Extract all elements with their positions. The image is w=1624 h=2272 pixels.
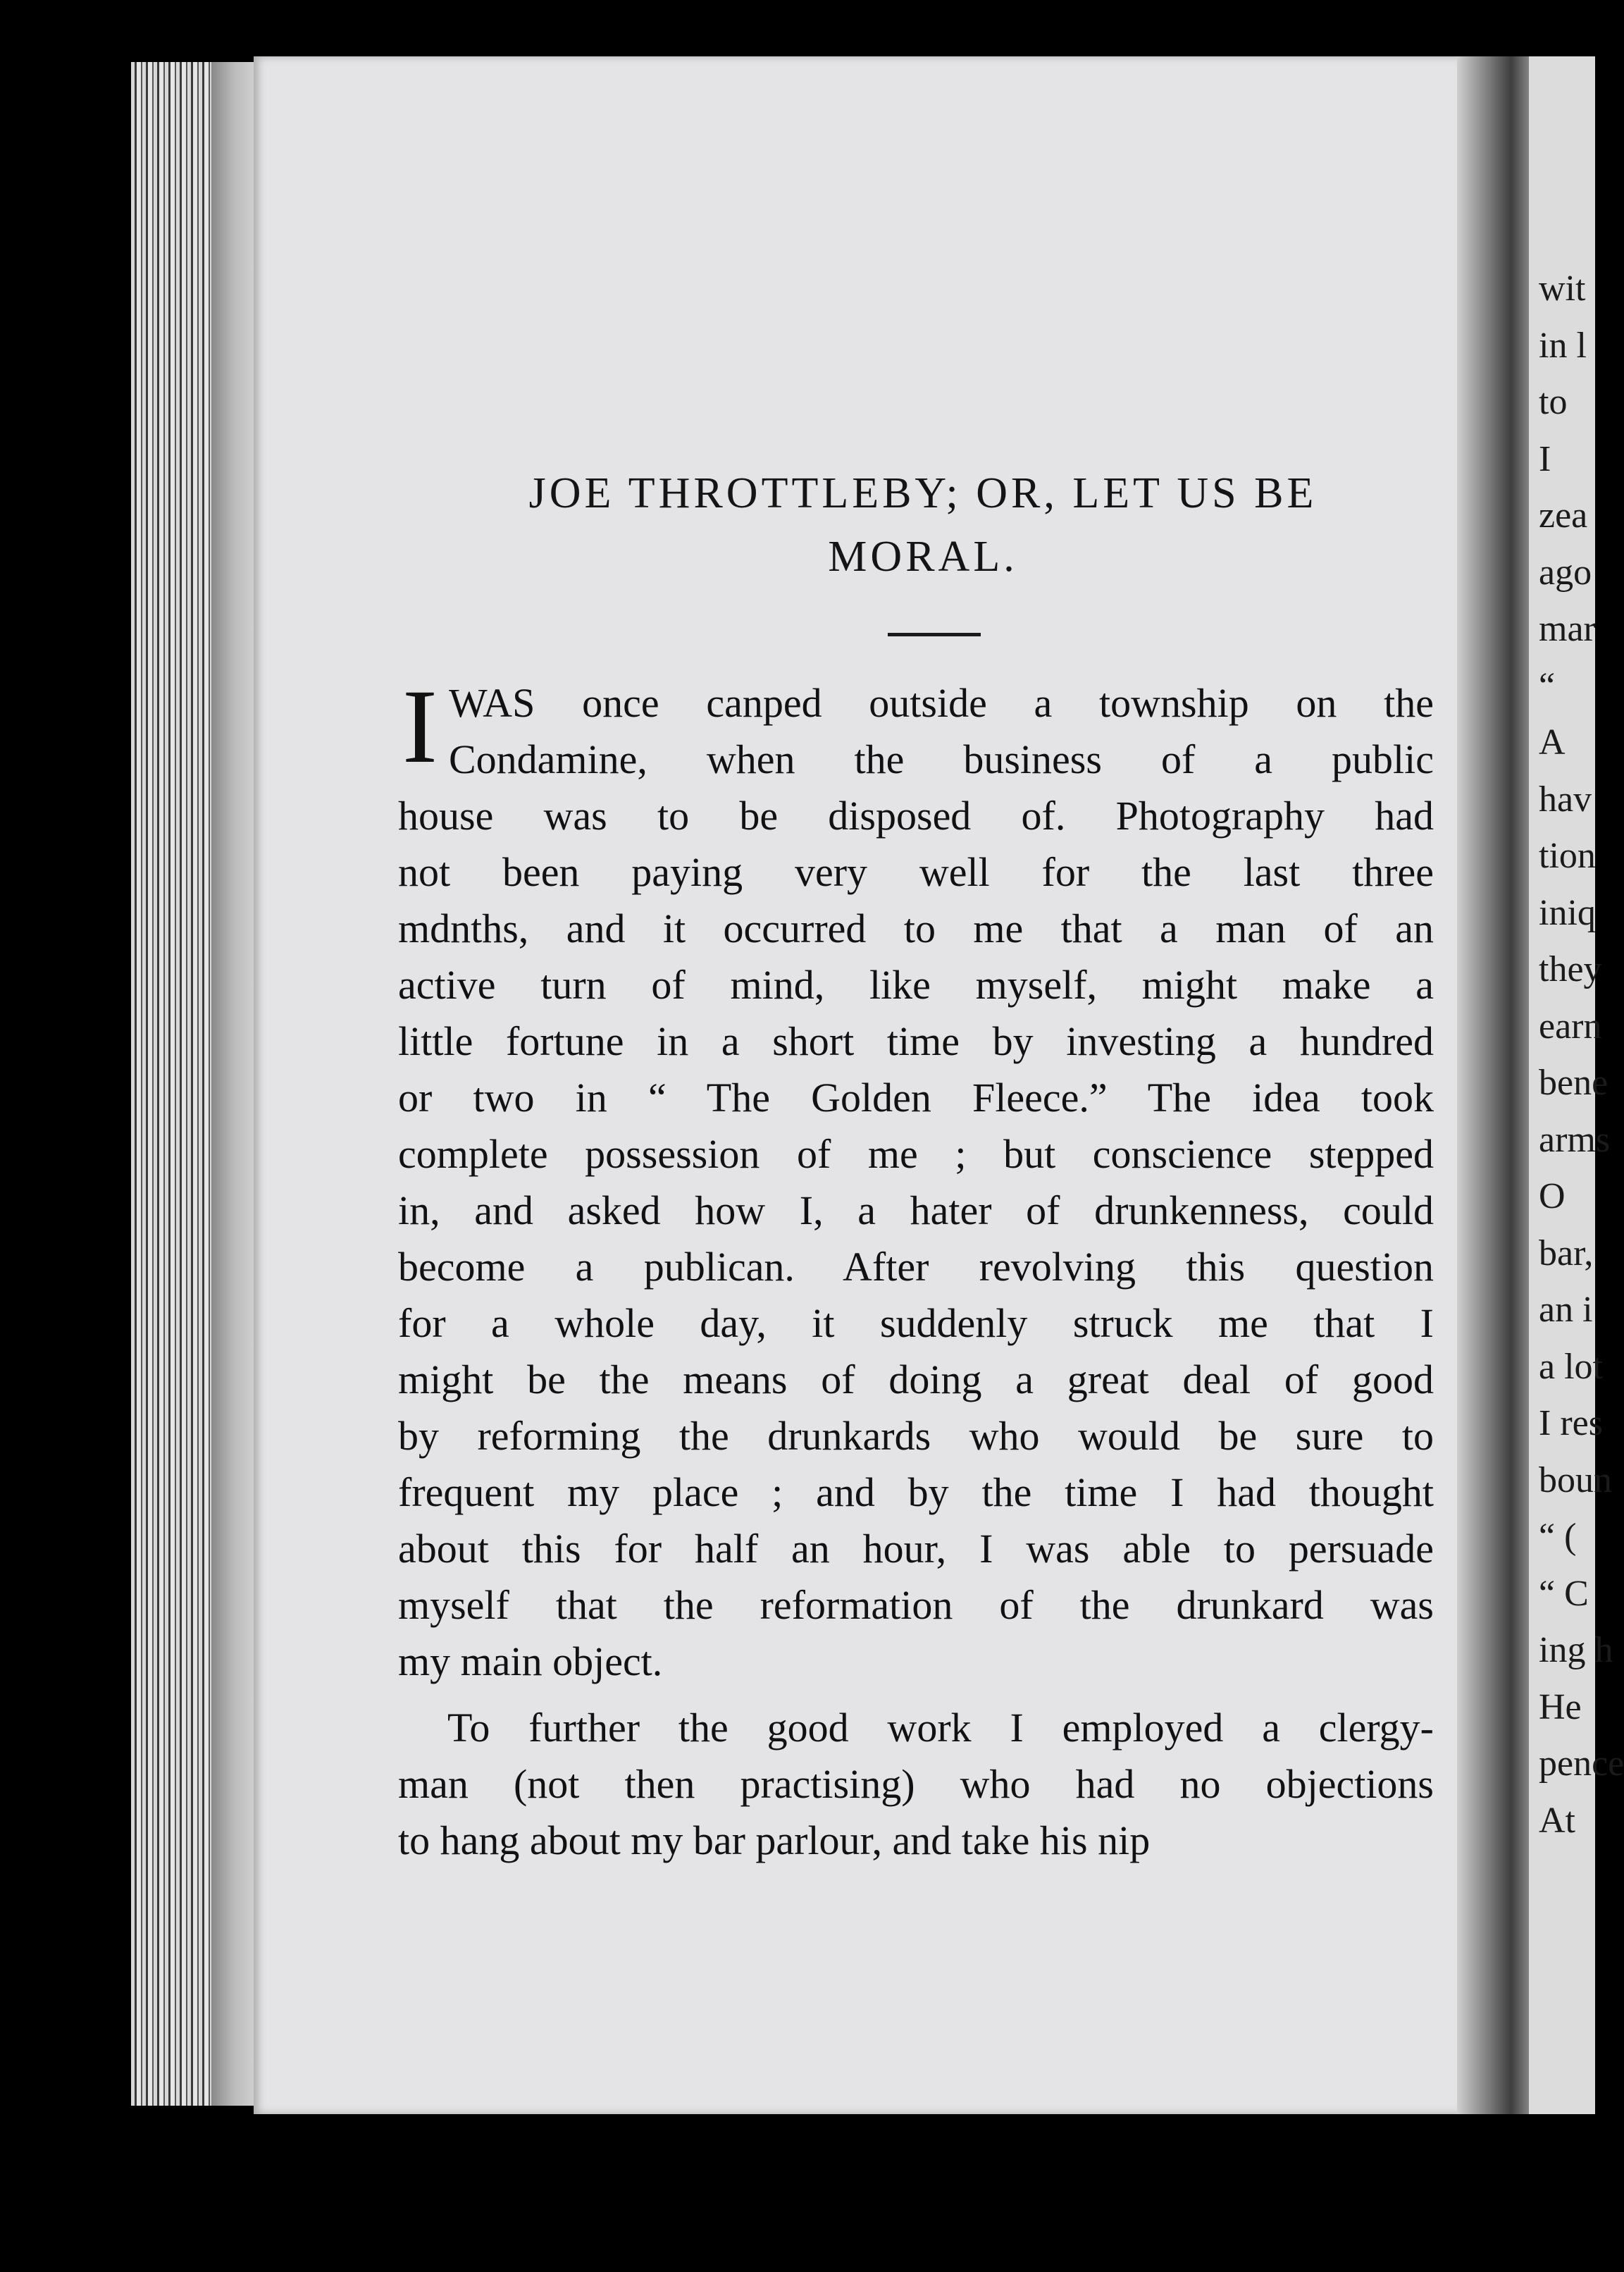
text-line: my main object. bbox=[398, 1638, 663, 1684]
text-line: house was to be disposed of. Photography had bbox=[398, 793, 1434, 839]
facing-page-fragment: “ ( bbox=[1539, 1517, 1577, 1557]
facing-page-fragment: I bbox=[1539, 438, 1551, 479]
facing-page-fragment: A bbox=[1539, 722, 1566, 763]
text-line: WAS once canped outside a township on the bbox=[448, 680, 1434, 726]
facing-page-fragment: wit bbox=[1539, 268, 1586, 309]
text-line: complete possession of me ; but conscience stepped bbox=[398, 1131, 1434, 1177]
text-line: not been paying very well for the last three bbox=[398, 849, 1434, 895]
text-line: active turn of mind, like myself, might make a bbox=[398, 962, 1434, 1008]
facing-page-fragment: I res bbox=[1539, 1403, 1603, 1443]
facing-page-fragment: bar, bbox=[1539, 1233, 1594, 1273]
facing-page-fragment: to bbox=[1539, 382, 1568, 422]
drop-cap: I bbox=[402, 668, 438, 785]
chapter-title-line-2: MORAL. bbox=[828, 533, 1018, 581]
facing-page-fragment: bene bbox=[1539, 1063, 1608, 1103]
chapter-body bbox=[398, 668, 1434, 1869]
text-line: To further the good work I employed a clergy- bbox=[447, 1705, 1434, 1751]
text-line: for a whole day, it suddenly struck me that I bbox=[398, 1300, 1434, 1346]
facing-page-fragment: He bbox=[1539, 1686, 1582, 1727]
facing-page-fragment: O bbox=[1539, 1176, 1566, 1216]
facing-page-fragment: “ bbox=[1539, 665, 1556, 706]
facing-page-fragment: an i bbox=[1539, 1290, 1593, 1330]
facing-page-fragment: earn bbox=[1539, 1006, 1602, 1047]
text-line: in, and asked how I, a hater of drunkenness, could bbox=[398, 1187, 1434, 1233]
facing-page-fragment: mar bbox=[1539, 609, 1596, 649]
title-rule bbox=[888, 633, 981, 636]
facing-page-fragment: At bbox=[1539, 1800, 1575, 1841]
facing-page-fragment: pence bbox=[1539, 1743, 1624, 1784]
facing-page bbox=[1529, 56, 1624, 2114]
text-line: mdnths, and it occurred to me that a man of an bbox=[398, 906, 1434, 951]
text-line: by reforming the drunkards who would be sure to bbox=[398, 1413, 1434, 1459]
facing-page-fragment: ago bbox=[1539, 552, 1592, 593]
paragraph-2 bbox=[398, 1700, 1434, 1869]
facing-page-fragment: arms bbox=[1539, 1119, 1611, 1160]
facing-page-fragment: in l bbox=[1539, 325, 1587, 366]
facing-page-fragment: zea bbox=[1539, 495, 1588, 536]
text-line: little fortune in a short time by investing a hundred bbox=[398, 1018, 1434, 1064]
text-line: might be the means of doing a great deal of good bbox=[398, 1357, 1434, 1402]
facing-page-fragment: ing h bbox=[1539, 1630, 1613, 1670]
text-line: frequent my place ; and by the time I had thought bbox=[398, 1469, 1434, 1515]
text-line: become a publican. After revolving this question bbox=[398, 1244, 1434, 1290]
paragraph-1 bbox=[398, 668, 1434, 1690]
facing-page-fragment: they bbox=[1539, 949, 1602, 989]
text-line: myself that the reformation of the drunkard was bbox=[398, 1582, 1434, 1628]
facing-page-fragment: hav bbox=[1539, 779, 1592, 820]
facing-page-fragment: tion bbox=[1539, 836, 1596, 876]
chapter-title-line-1: JOE THROTTLEBY; OR, LET US BE bbox=[528, 469, 1318, 517]
facing-page-fragment: a lot bbox=[1539, 1346, 1603, 1387]
text-line: about this for half an hour, I was able to persuade bbox=[398, 1526, 1434, 1572]
facing-page-fragment: boun bbox=[1539, 1459, 1612, 1500]
text-line: man (not then practising) who had no objections bbox=[398, 1761, 1434, 1807]
facing-page-fragment: iniq bbox=[1539, 892, 1596, 933]
facing-page-fragment: “ C bbox=[1539, 1573, 1589, 1614]
text-line: or two in “ The Golden Fleece.” The idea took bbox=[398, 1075, 1434, 1120]
book-gutter bbox=[1457, 56, 1535, 2114]
text-line: to hang about my bar parlour, and take his nip bbox=[398, 1817, 1151, 1863]
chapter-title bbox=[395, 462, 1451, 588]
text-line: Condamine, when the business of a public bbox=[448, 736, 1434, 782]
